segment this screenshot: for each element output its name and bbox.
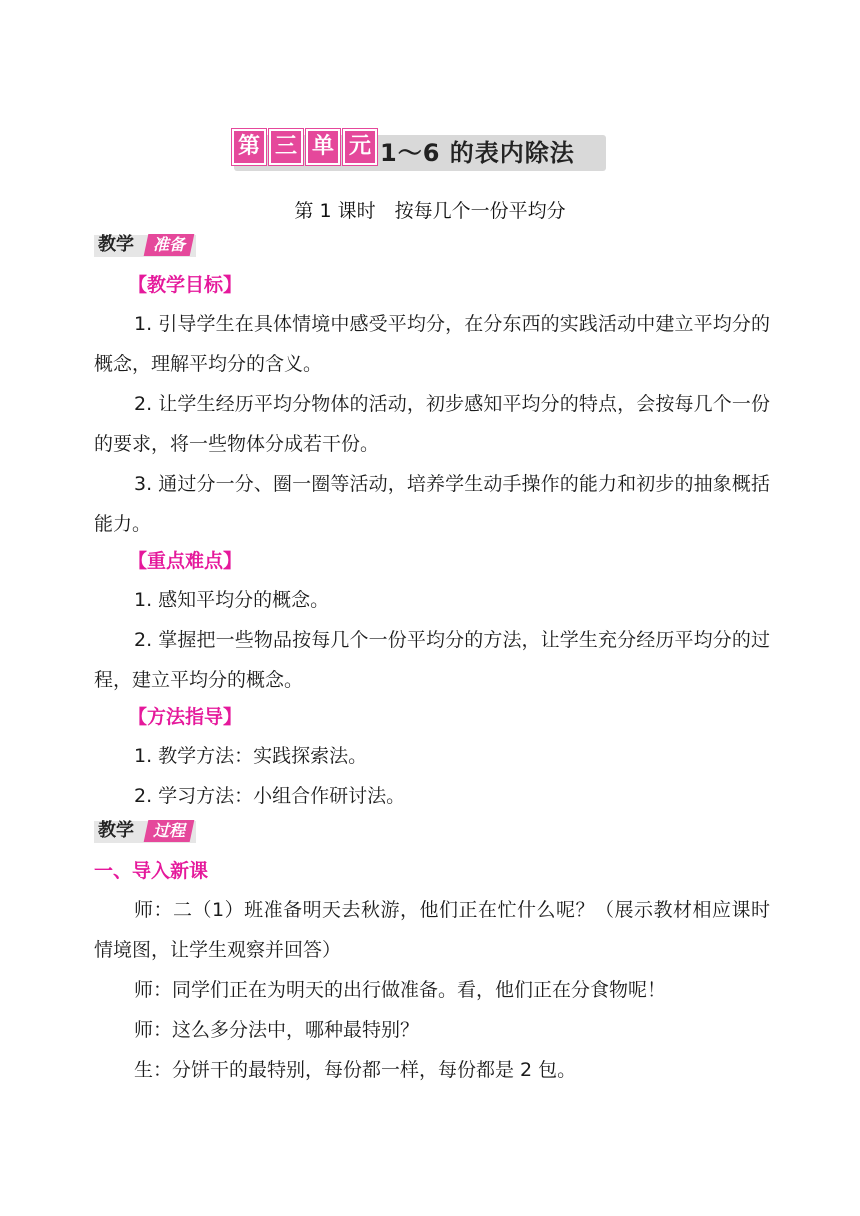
unit-char: 第: [232, 129, 266, 165]
unit-label-boxes: [232, 129, 377, 165]
dialogue-paragraph: 师：这么多分法中，哪种最特别？: [134, 1019, 420, 1041]
goals-heading: 【教学目标】: [128, 274, 243, 296]
method-item: 1. 教学方法：实践探索法。: [134, 745, 368, 767]
unit-char: 三: [269, 129, 303, 165]
section-tag-process: [94, 818, 200, 844]
dialogue-paragraph: 生：分饼干的最特别，每份都一样，每份都是 2 包。: [134, 1059, 577, 1081]
unit-char: 元: [343, 129, 377, 165]
goal-item: 2. 让学生经历平均分物体的活动，初步感知平均分的特点，会按每几个一份的要求，将一些物体分成若干份。: [94, 393, 770, 455]
section-one-title: 一、导入新课: [94, 860, 209, 882]
tag-accent-label: 过程: [152, 821, 185, 840]
methods-heading: 【方法指导】: [128, 706, 243, 728]
dialogue-paragraph: 师：同学们正在为明天的出行做准备。看，他们正在分食物呢！: [134, 979, 667, 1001]
lesson-title: 第 1 课时 按每几个一份平均分: [294, 200, 566, 222]
method-item: 2. 学习方法：小组合作研讨法。: [134, 785, 406, 807]
tag-label: 教学: [98, 234, 134, 255]
goal-item: 1. 引导学生在具体情境中感受平均分，在分东西的实践活动中建立平均分的概念，理解平均分的含义。: [94, 313, 770, 375]
key-point-item: 2. 掌握把一些物品按每几个一份平均分的方法，让学生充分经历平均分的过程，建立平均分的概念。: [94, 629, 770, 691]
unit-title: 1～6 的表内除法: [380, 139, 575, 167]
key-point-item: 1. 感知平均分的概念。: [134, 589, 330, 611]
dialogue-paragraph: 师：二（1）班准备明天去秋游，他们正在忙什么呢？（展示教材相应课时情境图，让学生观察并回答）: [94, 899, 770, 961]
key-points-heading: 【重点难点】: [128, 550, 243, 572]
unit-char: 单: [306, 129, 340, 165]
tag-accent-label: 准备: [152, 235, 185, 254]
unit-banner: [228, 127, 608, 171]
goal-item: 3. 通过分一分、圈一圈等活动，培养学生动手操作的能力和初步的抽象概括能力。: [94, 473, 770, 535]
section-tag-prep: [94, 232, 200, 258]
tag-label: 教学: [98, 820, 134, 841]
